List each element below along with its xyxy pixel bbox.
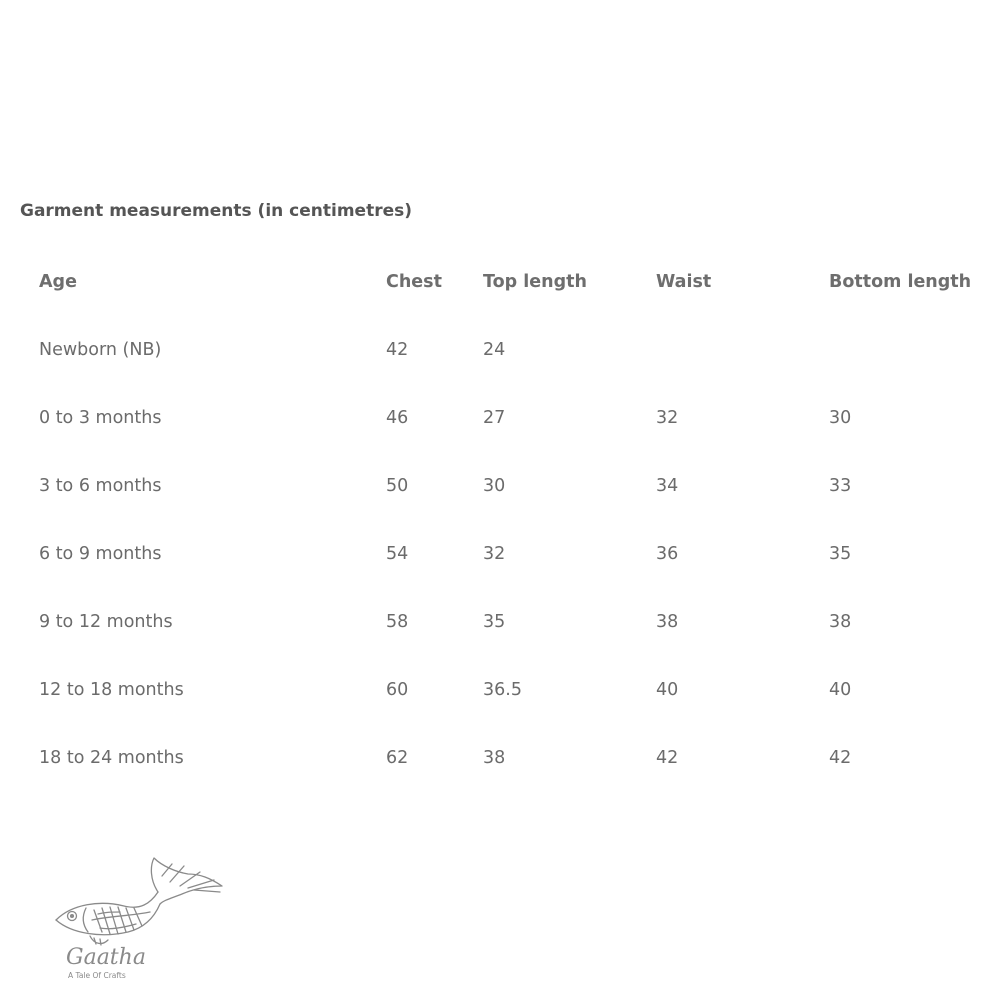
column-header-chest: Chest [386,272,442,292]
top-length-cell: 32 [483,544,506,564]
column-header-waist: Waist [656,272,712,292]
table-row [39,724,1000,792]
bottom-length-cell: 40 [829,680,852,700]
table-row [39,316,1000,384]
size-chart-table [39,248,1000,792]
age-cell: 0 to 3 months [39,408,162,428]
age-cell: 12 to 18 months [39,680,184,700]
page-title: Garment measurements (in centimetres) [20,201,413,221]
chest-cell: 58 [386,612,409,632]
top-length-cell: 27 [483,408,506,428]
chest-cell: 42 [386,340,409,360]
waist-cell: 42 [656,748,679,768]
table-header-row [39,248,1000,316]
chest-cell: 46 [386,408,409,428]
age-cell: 9 to 12 months [39,612,173,632]
waist-cell: 38 [656,612,679,632]
age-cell: 18 to 24 months [39,748,184,768]
top-length-cell: 35 [483,612,506,632]
column-header-age: Age [39,272,77,292]
bottom-length-cell: 30 [829,408,852,428]
top-length-cell: 30 [483,476,506,496]
chest-cell: 62 [386,748,409,768]
age-cell: 3 to 6 months [39,476,162,496]
table-row [39,588,1000,656]
table-row [39,656,1000,724]
table-row [39,384,1000,452]
bottom-length-cell: 38 [829,612,852,632]
logo-wordmark: Gaatha [66,945,146,970]
column-header-top-length: Top length [483,272,587,292]
brand-logo [50,852,230,982]
top-length-cell: 24 [483,340,506,360]
chest-cell: 50 [386,476,409,496]
waist-cell: 40 [656,680,679,700]
bottom-length-cell: 42 [829,748,852,768]
logo-tagline: A Tale Of Crafts [68,971,126,980]
top-length-cell: 36.5 [483,680,522,700]
waist-cell: 34 [656,476,679,496]
top-length-cell: 38 [483,748,506,768]
bottom-length-cell: 35 [829,544,852,564]
table-row [39,452,1000,520]
chest-cell: 60 [386,680,409,700]
waist-cell: 36 [656,544,679,564]
bottom-length-cell: 33 [829,476,852,496]
waist-cell: 32 [656,408,679,428]
age-cell: 6 to 9 months [39,544,162,564]
table-row [39,520,1000,588]
age-cell: Newborn (NB) [39,340,162,360]
chest-cell: 54 [386,544,409,564]
column-header-bottom-length: Bottom length [829,272,972,292]
fish-icon [50,852,230,982]
